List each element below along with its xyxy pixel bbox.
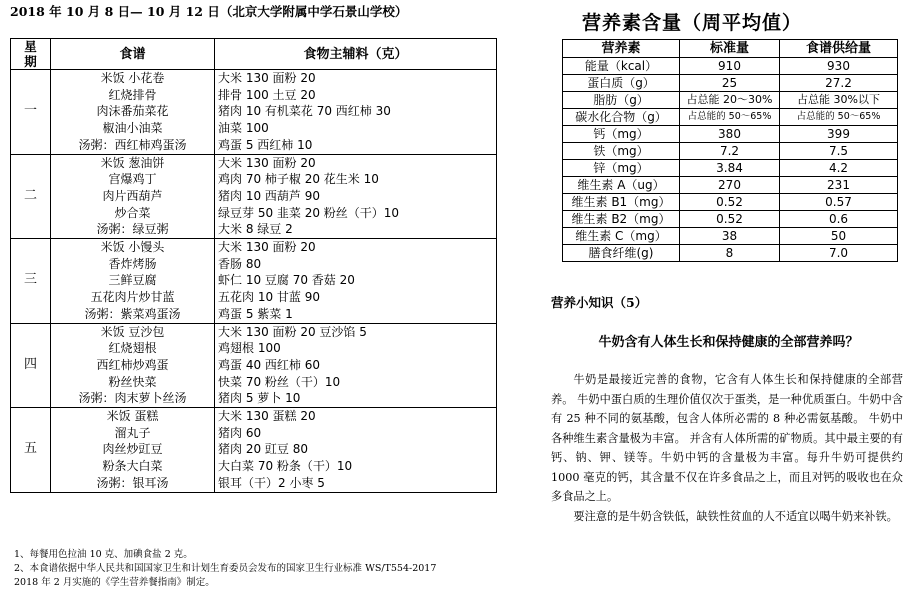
knowledge-paragraph: 牛奶是最接近完善的食物，它含有人体生长和保持健康的全部营养。 牛奶中蛋白质的生理价值仅次于蛋类，是一种优质蛋白。牛奶中含有 25 种不同的氨基酸，包含人体所必需的 8 种必需氨基酸。 牛奶中各种维生素含量极为丰富。 并含有人体所需的矿物质。其中最主要的有钙、钠、钾、镁等。牛奶中钙的含量极为丰富。每升牛奶可提供约 1000 毫克的钙，其含量不仅在许多食品之上，而且对钙的吸收也在众多食品之上。 (551, 373, 903, 503)
standard-value-cell: 0.52 (680, 194, 780, 211)
menu-row (11, 239, 497, 256)
ingredient-cell: 鸡翅根 100 (215, 340, 497, 357)
nutrient-name-cell: 碳水化合物（g） (563, 109, 680, 126)
supply-value-cell: 399 (780, 126, 898, 143)
standard-value-cell: 270 (680, 177, 780, 194)
ingredient-cell: 鸡蛋 5 紫菜 1 (215, 306, 497, 323)
ingredient-cell: 大米 8 绿豆 2 (215, 221, 497, 238)
ingredient-cell: 猪肉 5 萝卜 10 (215, 390, 497, 407)
nutrition-row (563, 194, 898, 211)
nutrient-name-cell: 维生素 B1（mg） (563, 194, 680, 211)
dish-cell: 肉片西葫芦 (51, 188, 215, 205)
dish-cell: 米饭 葱油饼 (51, 154, 215, 171)
knowledge-paragraph: 要注意的是牛奶含铁低，缺铁性贫血的人不适宜以喝牛奶来补铁。 (573, 509, 898, 523)
ingredient-cell: 猪肉 20 豇豆 80 (215, 441, 497, 458)
ingredient-cell: 虾仁 10 豆腐 70 香菇 20 (215, 272, 497, 289)
dish-cell: 香炸烤肠 (51, 256, 215, 273)
dish-cell: 汤粥：绿豆粥 (51, 221, 215, 238)
menu-row (11, 256, 497, 273)
menu-row (11, 475, 497, 492)
standard-value-cell: 8 (680, 245, 780, 262)
ingredient-cell: 大白菜 70 粉条（干）10 (215, 458, 497, 475)
ingredient-cell: 五花肉 10 甘蓝 90 (215, 289, 497, 306)
dish-cell: 红烧排骨 (51, 87, 215, 104)
nutrition-row (563, 228, 898, 245)
dish-cell: 粉条大白菜 (51, 458, 215, 475)
dish-cell: 溜丸子 (51, 425, 215, 442)
menu-row (11, 272, 497, 289)
standard-value-cell: 0.52 (680, 211, 780, 228)
footnote-1: 1、每餐用色拉油 10 克、加碘食盐 2 克。 (14, 549, 193, 560)
menu-table (10, 38, 497, 493)
menu-row (11, 390, 497, 407)
dish-cell: 炒合菜 (51, 205, 215, 222)
supply-value-cell: 231 (780, 177, 898, 194)
standard-value-cell: 380 (680, 126, 780, 143)
menu-row (11, 221, 497, 238)
document-title: 2018 年 10 月 8 日— 10 月 12 日（北京大学附属中学石景山学校） (10, 4, 408, 19)
ingredient-cell: 猪肉 10 有机菜花 70 西红柿 30 (215, 103, 497, 120)
standard-value-cell: 占总能 20～30% (680, 92, 780, 109)
nutrient-name-cell: 锌（mg） (563, 160, 680, 177)
standard-value-cell: 38 (680, 228, 780, 245)
dish-cell: 宫爆鸡丁 (51, 171, 215, 188)
supply-value-cell: 7.0 (780, 245, 898, 262)
weekday-cell: 一 (11, 70, 51, 155)
header-weekday: 星 期 (11, 39, 51, 70)
nutrition-header-row (563, 40, 898, 58)
ingredient-cell: 快菜 70 粉丝（干）10 (215, 374, 497, 391)
nutrition-row (563, 143, 898, 160)
dish-cell: 米饭 蛋糕 (51, 408, 215, 425)
ingredient-cell: 香肠 80 (215, 256, 497, 273)
footnote-3: 2018 年 2 月实施的《学生营养餐指南》制定。 (14, 577, 215, 588)
menu-row (11, 87, 497, 104)
dish-cell: 米饭 小馒头 (51, 239, 215, 256)
ingredient-cell: 大米 130 面粉 20 豆沙馅 5 (215, 323, 497, 340)
nutrition-row (563, 109, 898, 126)
nutrition-row (563, 245, 898, 262)
nutrition-row (563, 126, 898, 143)
menu-row (11, 154, 497, 171)
menu-header-row (11, 39, 497, 70)
dish-cell: 五花肉片炒甘蓝 (51, 289, 215, 306)
nutrient-name-cell: 维生素 C（mg） (563, 228, 680, 245)
nutrient-name-cell: 维生素 A（ug） (563, 177, 680, 194)
nutrient-name-cell: 铁（mg） (563, 143, 680, 160)
weekday-cell: 二 (11, 154, 51, 239)
nutrition-body (563, 58, 898, 262)
supply-value-cell: 占总能的 50～65% (780, 109, 898, 126)
dish-cell: 三鲜豆腐 (51, 272, 215, 289)
ingredient-cell: 鸡蛋 5 西红柿 10 (215, 137, 497, 154)
nutrition-title: 营养素含量（周平均值） (582, 12, 803, 34)
standard-value-cell: 3.84 (680, 160, 780, 177)
supply-value-cell: 930 (780, 58, 898, 75)
menu-row (11, 188, 497, 205)
menu-row (11, 340, 497, 357)
menu-row (11, 458, 497, 475)
dish-cell: 汤粥：银耳汤 (51, 475, 215, 492)
header-nutrient: 营养素 (563, 40, 680, 58)
dish-cell: 汤粥：肉末萝卜丝汤 (51, 390, 215, 407)
menu-row (11, 205, 497, 222)
dish-cell: 肉沫番茄菜花 (51, 103, 215, 120)
ingredient-cell: 鸡蛋 40 西红柿 60 (215, 357, 497, 374)
knowledge-body (551, 370, 903, 526)
header-recipe: 食谱 (51, 39, 215, 70)
nutrition-row (563, 92, 898, 109)
dish-cell: 椒油小油菜 (51, 120, 215, 137)
dish-cell: 米饭 豆沙包 (51, 323, 215, 340)
menu-row (11, 120, 497, 137)
supply-value-cell: 7.5 (780, 143, 898, 160)
nutrient-name-cell: 膳食纤维(g) (563, 245, 680, 262)
standard-value-cell: 910 (680, 58, 780, 75)
knowledge-subtitle: 牛奶含有人体生长和保持健康的全部营养吗？ (598, 335, 859, 350)
menu-row (11, 137, 497, 154)
nutrition-row (563, 58, 898, 75)
nutrition-row (563, 160, 898, 177)
menu-row (11, 374, 497, 391)
ingredient-cell: 排骨 100 土豆 20 (215, 87, 497, 104)
header-supply: 食谱供给量 (780, 40, 898, 58)
dish-cell: 汤粥：紫菜鸡蛋汤 (51, 306, 215, 323)
knowledge-heading: 营养小知识（5） (551, 295, 648, 310)
ingredient-cell: 大米 130 蛋糕 20 (215, 408, 497, 425)
dish-cell: 肉丝炒豇豆 (51, 441, 215, 458)
dish-cell: 西红柿炒鸡蛋 (51, 357, 215, 374)
menu-row (11, 357, 497, 374)
menu-row (11, 441, 497, 458)
supply-value-cell: 50 (780, 228, 898, 245)
standard-value-cell: 占总能的 50～65% (680, 109, 780, 126)
nutrient-name-cell: 脂肪（g） (563, 92, 680, 109)
menu-row (11, 425, 497, 442)
supply-value-cell: 4.2 (780, 160, 898, 177)
nutrition-row (563, 75, 898, 92)
dish-cell: 红烧翅根 (51, 340, 215, 357)
footnote-2: 2、本食谱依据中华人民共和国国家卫生和计划生育委员会发布的国家卫生行业标准 WS/T554-2017 (14, 563, 437, 574)
ingredient-cell: 大米 130 面粉 20 (215, 239, 497, 256)
ingredient-cell: 油菜 100 (215, 120, 497, 137)
supply-value-cell: 0.6 (780, 211, 898, 228)
menu-row (11, 103, 497, 120)
nutrient-name-cell: 能量（kcal） (563, 58, 680, 75)
menu-row (11, 70, 497, 87)
dish-cell: 粉丝快菜 (51, 374, 215, 391)
ingredient-cell: 大米 130 面粉 20 (215, 70, 497, 87)
nutrition-table (562, 39, 898, 262)
nutrition-row (563, 177, 898, 194)
header-standard: 标准量 (680, 40, 780, 58)
weekday-cell: 四 (11, 323, 51, 408)
menu-row (11, 323, 497, 340)
nutrient-name-cell: 钙（mg） (563, 126, 680, 143)
standard-value-cell: 7.2 (680, 143, 780, 160)
nutrition-row (563, 211, 898, 228)
menu-row (11, 408, 497, 425)
menu-body (11, 70, 497, 493)
menu-row (11, 171, 497, 188)
menu-row (11, 289, 497, 306)
weekday-cell: 三 (11, 239, 51, 324)
supply-value-cell: 占总能 30%以下 (780, 92, 898, 109)
nutrient-name-cell: 维生素 B2（mg） (563, 211, 680, 228)
weekday-cell: 五 (11, 408, 51, 493)
supply-value-cell: 27.2 (780, 75, 898, 92)
ingredient-cell: 绿豆芽 50 韭菜 20 粉丝（干）10 (215, 205, 497, 222)
ingredient-cell: 大米 130 面粉 20 (215, 154, 497, 171)
menu-row (11, 306, 497, 323)
ingredient-cell: 银耳（干）2 小枣 5 (215, 475, 497, 492)
standard-value-cell: 25 (680, 75, 780, 92)
supply-value-cell: 0.57 (780, 194, 898, 211)
nutrient-name-cell: 蛋白质（g） (563, 75, 680, 92)
ingredient-cell: 猪肉 10 西葫芦 90 (215, 188, 497, 205)
dish-cell: 米饭 小花卷 (51, 70, 215, 87)
ingredient-cell: 鸡肉 70 柿子椒 20 花生米 10 (215, 171, 497, 188)
header-ingredients: 食物主辅料（克） (215, 39, 497, 70)
ingredient-cell: 猪肉 60 (215, 425, 497, 442)
dish-cell: 汤粥：西红柿鸡蛋汤 (51, 137, 215, 154)
footnotes (14, 548, 504, 590)
